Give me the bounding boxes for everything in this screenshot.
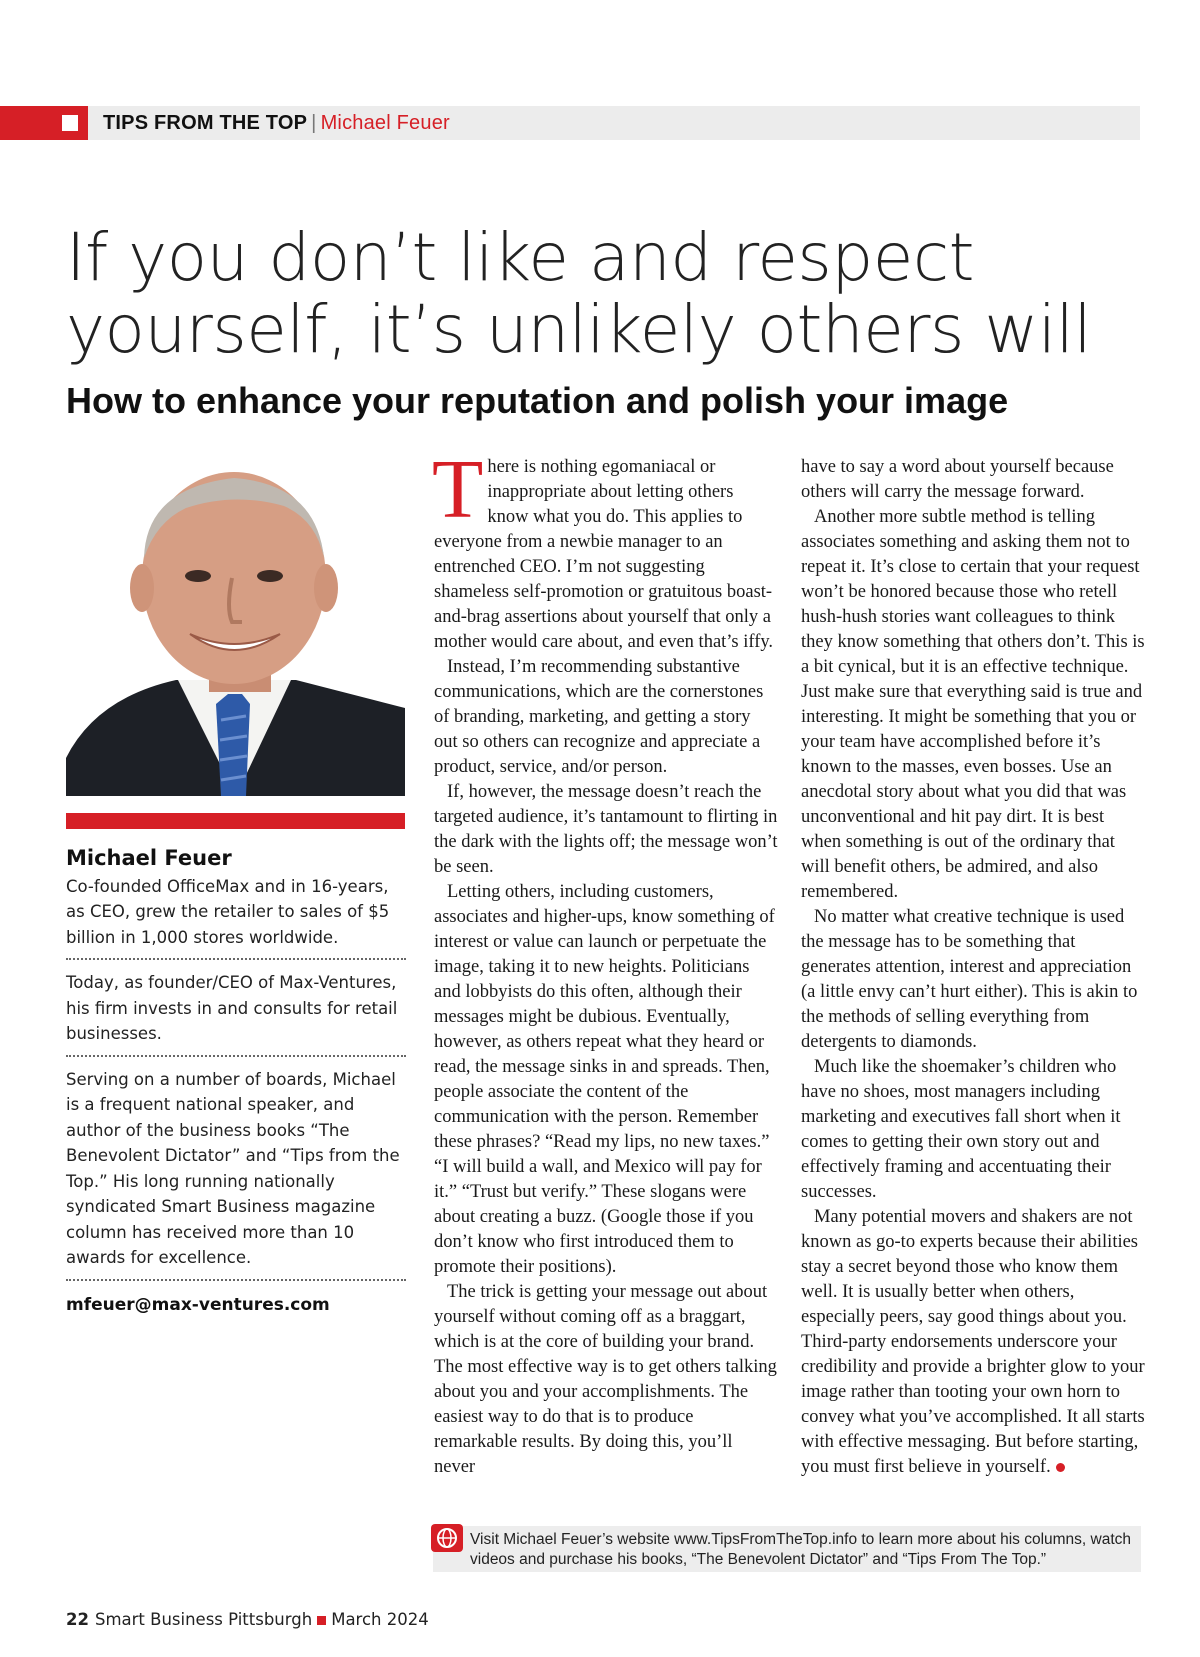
- bio-divider: [66, 958, 406, 960]
- footer-square-icon: [317, 1616, 326, 1625]
- globe-icon: [431, 1524, 463, 1552]
- bio-email-link[interactable]: mfeuer@max-ventures.com: [66, 1294, 330, 1315]
- page-footer: [66, 1610, 429, 1629]
- article-column-1: [432, 443, 778, 1480]
- end-mark-icon: [1056, 1463, 1065, 1472]
- page-number: 22: [66, 1610, 89, 1629]
- article-paragraph: The trick is getting your message out about yourself without coming off as a braggart, which is at the core of building your brand. The most effective way is to get others talking about you and your accomplishments. The easiest way to do that is to produce remarkable results. By doing this, you’ll never: [434, 1282, 777, 1477]
- header-separator: |: [311, 112, 317, 134]
- drop-cap: T: [432, 443, 484, 536]
- author-bio: [66, 846, 406, 1318]
- bio-paragraph-2: Today, as founder/CEO of Max-Ventures, his firm invests in and consults for retail businesses.: [66, 973, 398, 1043]
- bio-paragraph-1: Co-founded OfficeMax and in 16-years, as CEO, grew the retailer to sales of $5 billion in 1,000 stores worldwide.: [66, 876, 390, 947]
- section-header: [103, 112, 450, 135]
- article-paragraph: [432, 443, 778, 655]
- article-paragraph: Much like the shoemaker’s children who have no shoes, most managers including marketing and executives fall short when it comes to getting their own story out and effectively framing and accentuating their successes.: [801, 1057, 1121, 1202]
- author-photo: [66, 458, 405, 796]
- photo-red-rule: [66, 813, 405, 829]
- article-column-2: [801, 455, 1146, 1480]
- publication-name: Smart Business Pittsburgh: [94, 1610, 313, 1629]
- article-paragraph: Another more subtle method is telling associates something and asking them not to repeat it. It’s close to certain that your request won’t be honored because those who retell hush-hush stories want colleagues to think they know something that others don’t. This is a bit cynical, but it is an effective technique. Just make sure that everything said is true and interesting. It might be something that you or your team have accomplished before it’s known to the masses, even bosses. Use an anecdotal story about what you did that was unconventional and hit pay dirt. It is best when something is out of the ordinary that will benefit others, be admired, and also remembered.: [801, 507, 1145, 902]
- headline-line-2: yourself, it’s unlikely others will: [66, 291, 1092, 368]
- article-paragraph: If, however, the message doesn’t reach the targeted audience, it’s tantamount to flirting in the dark with the lights off; the message won’t be seen.: [434, 782, 778, 877]
- bio-paragraph-3: Serving on a number of boards, Michael is a frequent national speaker, and author of the business books “The Benevolent Dictator” and “Tips from the Top.” His long running nationally syndicated Smart Business magazine column has received more than 10 awards for excellence.: [66, 1069, 400, 1267]
- article-paragraph: Letting others, including customers, associates and higher-ups, know something of interest or value can launch or perpetuate the image, taking it to new heights. Politicians and lobbyists do this often, although their messages might be dubious. Eventually, however, as others repeat what they heard or read, the message sinks in and spreads. Then, people associate the content of the communication with the person. Remember these phrases? “Read my lips, no new taxes.” “I will build a wall, and Mexico will pay for it.” “Trust but verify.” These slogans were about creating a buzz. (Google those if you don’t know who first introduced them to promote their positions).: [434, 882, 775, 1277]
- bio-name: Michael Feuer: [66, 846, 232, 870]
- headline: [66, 219, 1166, 368]
- headline-line-1: If you don’t like and respect: [66, 219, 974, 296]
- article-paragraph: Instead, I’m recommending substantive communications, which are the cornerstones of branding, marketing, and getting a story out so others can recognize and appreciate a product, service, and/or person.: [434, 657, 764, 777]
- header-square-icon: [62, 115, 78, 131]
- paragraph-text: Many potential movers and shakers are not known as go-to experts because their abilities stay a secret beyond those who know them well. It is usually better when others, especially peers, say good things about you. Third-party endorsements underscore your credibility and provide a brighter glow to your image rather than tooting your own horn to convey what you’ve accomplished. It all starts with effective messaging. But before starting, you must first believe in yourself.: [801, 1207, 1145, 1477]
- website-callout: [433, 1526, 1141, 1572]
- section-header-strip: [0, 106, 1140, 140]
- bio-divider: [66, 1055, 406, 1057]
- issue-date: March 2024: [331, 1610, 429, 1629]
- article-paragraph: [801, 1205, 1146, 1480]
- paragraph-text: here is nothing egomaniacal or inappropriate about letting others know what you do. This applies to everyone from a newbie manager to an entrenched CEO. I’m not suggesting shameless self-promotion or gratuitous boast-and-brag assertions about yourself that only a mother would care about, and even that’s iffy.: [434, 457, 774, 652]
- section-title: TIPS FROM THE TOP: [103, 112, 308, 134]
- header-author: Michael Feuer: [320, 112, 450, 134]
- callout-text: Visit Michael Feuer’s website www.TipsFromTheTop.info to learn more about his columns, watch videos and purchase his books, “The Benevolent Dictator” and “Tips From The Top.”: [470, 1531, 1132, 1568]
- subhead: How to enhance your reputation and polish your image: [66, 380, 1009, 421]
- bio-divider: [66, 1279, 406, 1281]
- article-paragraph: No matter what creative technique is used the message has to be something that generates attention, interest and appreciation (a little envy can’t hurt either). This is akin to the methods of selling everything from detergents to diamonds.: [801, 907, 1138, 1052]
- article-paragraph: have to say a word about yourself because others will carry the message forward.: [801, 457, 1114, 502]
